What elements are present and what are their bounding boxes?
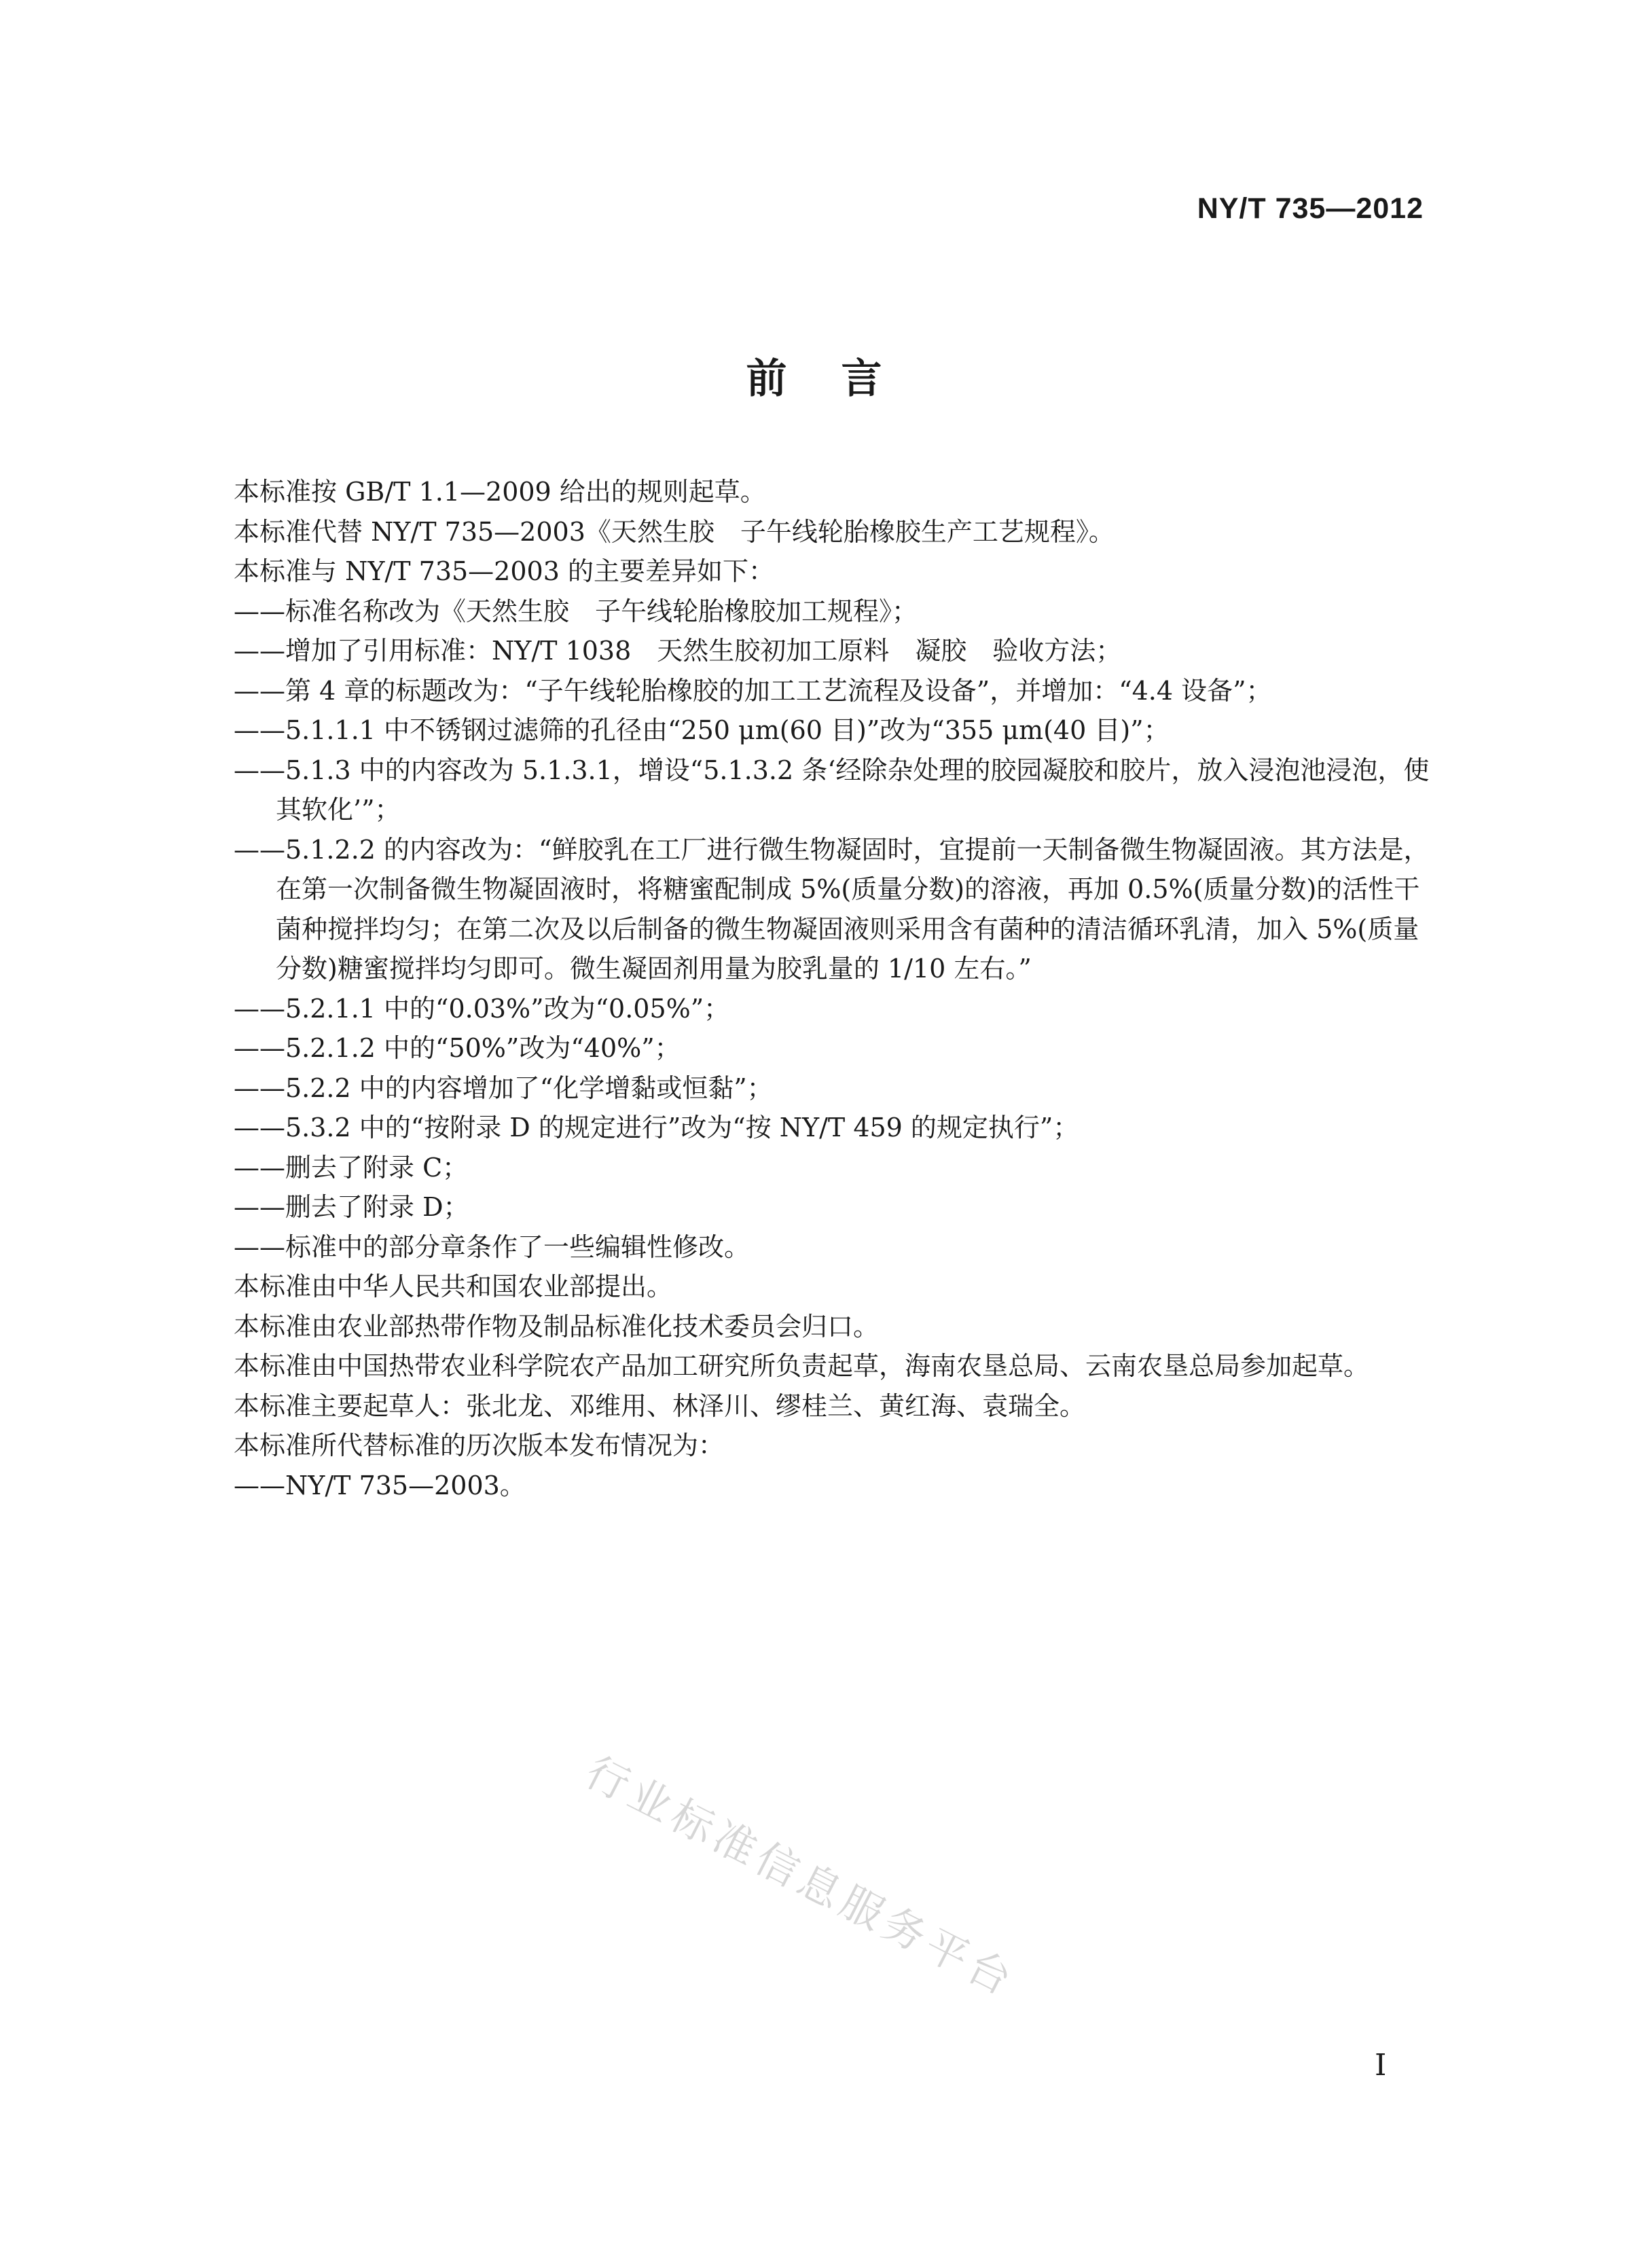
foreword-body	[162, 472, 1439, 1505]
list-item: ——5.1.3 中的内容改为 5.1.3.1，增设“5.1.3.2 条‘经除杂处理的胶园凝胶和胶片，放入浸泡池浸泡，使其软化’”；	[234, 755, 1430, 825]
list-item: ——NY/T 735—2003。	[234, 1470, 526, 1500]
paragraph: 本标准按 GB/T 1.1—2009 给出的规则起草。	[234, 477, 766, 507]
list-item: ——标准中的部分章条作了一些编辑性修改。	[234, 1231, 750, 1262]
paragraph: 本标准与 NY/T 735—2003 的主要差异如下：	[234, 556, 774, 586]
list-item: ——删去了附录 D；	[234, 1192, 469, 1222]
list-item: ——5.2.1.1 中的“0.03%”改为“0.05%”；	[234, 993, 730, 1024]
list-item: ——标准名称改为《天然生胶 子午线轮胎橡胶加工规程》；	[234, 596, 918, 626]
page-number: I	[1375, 2048, 1387, 2083]
page-title: 前言	[746, 355, 937, 403]
list-item: ——5.2.1.2 中的“50%”改为“40%”；	[234, 1033, 681, 1063]
list-item: ——5.3.2 中的“按附录 D 的规定进行”改为“按 NY/T 459 的规定执行”；	[234, 1113, 1079, 1142]
watermark: 行业标准信息服务平台	[577, 1746, 1024, 2007]
list-item: ——5.1.1.1 中不锈钢过滤筛的孔径由“250 μm(60 目)”改为“355 μm(40 目)”；	[234, 715, 1170, 745]
list-item: ——第 4 章的标题改为：“子午线轮胎橡胶的加工工艺流程及设备”，并增加：“4.4 设备”；	[234, 675, 1272, 706]
paragraph: 本标准由中华人民共和国农业部提出。	[234, 1272, 673, 1301]
list-item: ——5.2.2 中的内容增加了“化学增黏或恒黏”；	[234, 1073, 773, 1103]
list-item: ——5.1.2.2 的内容改为：“鲜胶乳在工厂进行微生物凝固时，宜提前一天制备微生物凝固液。其方法是，在第一次制备微生物凝固液时，将糖蜜配制成 5%(质量分数)的溶液，再加 0.5%(质量分数)的活性干菌种搅拌均匀；在第二次及以后制备的微生物凝固液则采用含有菌种的清洁循环乳清，加入 5%(质量分数)糖蜜搅拌均匀即可。微生凝固剂用量为胶乳量的 1/10 左右。”	[234, 834, 1430, 984]
paragraph: 本标准代替 NY/T 735—2003《天然生胶 子午线轮胎橡胶生产工艺规程》。	[234, 516, 1115, 547]
list-item: ——增加了引用标准：NY/T 1038 天然生胶初加工原料 凝胶 验收方法；	[234, 636, 1122, 666]
standard-code: NY/T 735—2012	[1197, 192, 1424, 225]
list-item: ——删去了附录 C；	[234, 1152, 469, 1183]
paragraph: 本标准由中国热带农业科学院农产品加工研究所负责起草，海南农垦总局、云南农垦总局参加起草。	[234, 1351, 1370, 1381]
paragraph: 本标准所代替标准的历次版本发布情况为：	[234, 1430, 725, 1460]
paragraph: 本标准主要起草人：张北龙、邓维用、林泽川、缪桂兰、黄红海、袁瑞全。	[234, 1390, 1086, 1421]
paragraph: 本标准由农业部热带作物及制品标准化技术委员会归口。	[234, 1311, 880, 1342]
